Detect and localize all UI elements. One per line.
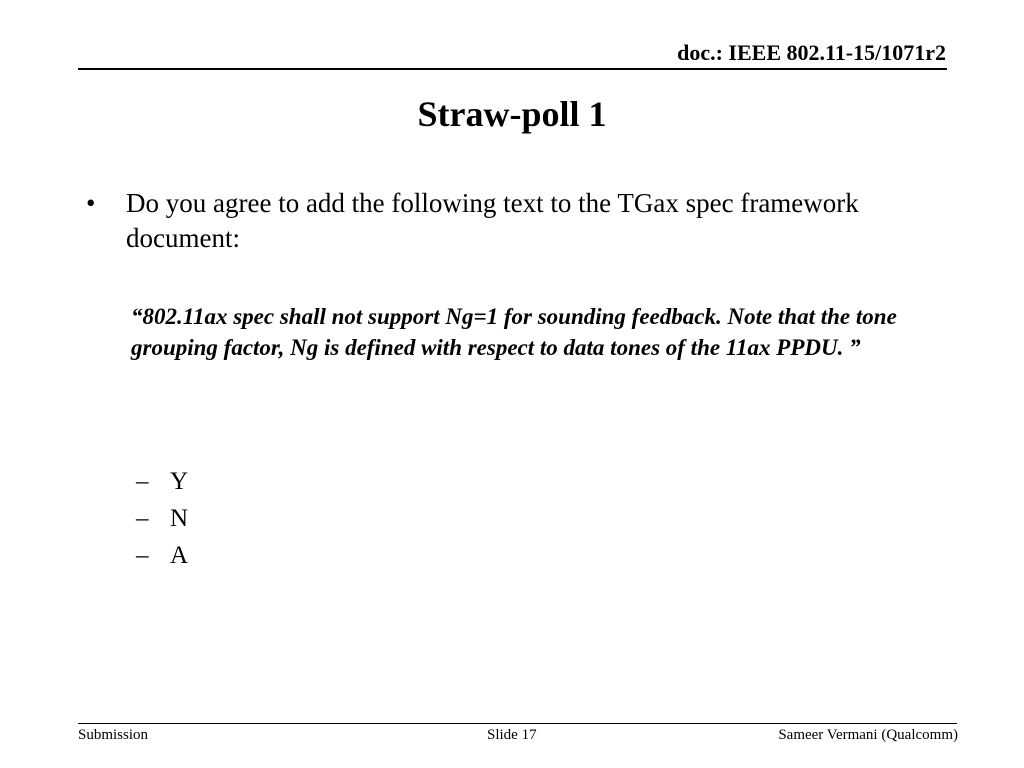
footer-submission: Submission [78, 727, 149, 743]
vote-option-no [136, 500, 188, 537]
option-label: A [170, 542, 189, 569]
footer-author: Sameer Vermani (Qualcomm) [778, 727, 958, 743]
header-divider [78, 68, 947, 70]
option-label: Y [170, 468, 189, 495]
document-id: doc.: IEEE 802.11-15/1071r2 [677, 40, 946, 65]
option-label: N [170, 505, 189, 532]
vote-option-abstain [136, 537, 188, 574]
option-dash: – [136, 542, 149, 569]
question-text: Do you agree to add the following text to the TGax spec framework document: [126, 188, 859, 253]
bullet-question [86, 186, 926, 256]
footer-slide-number: Slide 17 [487, 727, 537, 743]
option-dash: – [136, 468, 149, 495]
slide-title: Straw-poll 1 [417, 94, 607, 134]
bullet-marker: • [86, 188, 96, 218]
proposed-text-quote: “802.11ax spec shall not support Ng=1 for sounding feedback. Note that the tone grouping factor, Ng is defined with respect to data tones of the 11ax PPDU. ” [131, 304, 897, 360]
footer-divider [78, 723, 957, 724]
vote-options-list [136, 463, 188, 574]
option-dash: – [136, 505, 149, 532]
vote-option-yes [136, 463, 188, 500]
